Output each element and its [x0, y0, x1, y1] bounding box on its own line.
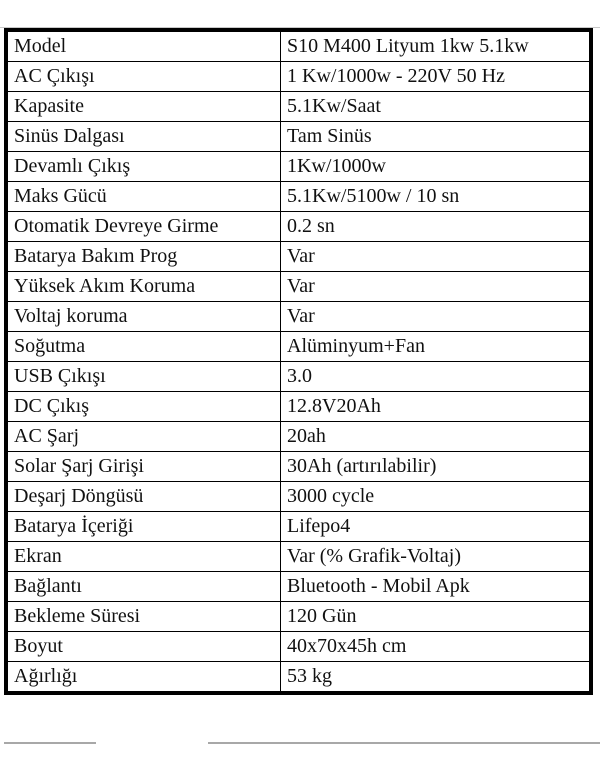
table-row: [6, 632, 591, 662]
spec-value-cell: 40x70x45h cm: [281, 632, 592, 662]
spec-value-cell: 1Kw/1000w: [281, 152, 592, 182]
spec-value-cell: 0.2 sn: [281, 212, 592, 242]
spec-label-cell: Otomatik Devreye Girme: [6, 212, 281, 242]
spec-label-cell: Voltaj koruma: [6, 302, 281, 332]
table-row: [6, 602, 591, 632]
spec-label-cell: USB Çıkışı: [6, 362, 281, 392]
spec-value-cell: 3000 cycle: [281, 482, 592, 512]
table-row: [6, 422, 591, 452]
spec-label-cell: Maks Gücü: [6, 182, 281, 212]
spec-label-cell: Soğutma: [6, 332, 281, 362]
spec-table-body: [6, 30, 591, 693]
table-row: [6, 662, 591, 694]
spec-value-cell: Bluetooth - Mobil Apk: [281, 572, 592, 602]
table-row: [6, 212, 591, 242]
spec-label-cell: Kapasite: [6, 92, 281, 122]
table-row: [6, 452, 591, 482]
table-row: [6, 272, 591, 302]
table-row: [6, 482, 591, 512]
spec-value-cell: 12.8V20Ah: [281, 392, 592, 422]
table-row: [6, 332, 591, 362]
table-row: [6, 62, 591, 92]
spec-label-cell: Deşarj Döngüsü: [6, 482, 281, 512]
spec-value-cell: 5.1Kw/5100w / 10 sn: [281, 182, 592, 212]
spec-label-cell: AC Şarj: [6, 422, 281, 452]
spec-label-cell: Sinüs Dalgası: [6, 122, 281, 152]
table-row: [6, 152, 591, 182]
table-row: [6, 242, 591, 272]
spec-label-cell: Bağlantı: [6, 572, 281, 602]
spec-value-cell: Alüminyum+Fan: [281, 332, 592, 362]
spec-label-cell: Yüksek Akım Koruma: [6, 272, 281, 302]
spec-value-cell: Var (% Grafik-Voltaj): [281, 542, 592, 572]
spec-value-cell: Tam Sinüs: [281, 122, 592, 152]
spec-value-cell: 5.1Kw/Saat: [281, 92, 592, 122]
spec-label-cell: Devamlı Çıkış: [6, 152, 281, 182]
spec-label-cell: Ağırlığı: [6, 662, 281, 694]
spec-value-cell: 1 Kw/1000w - 220V 50 Hz: [281, 62, 592, 92]
spec-label-cell: DC Çıkış: [6, 392, 281, 422]
spec-label-cell: Batarya İçeriği: [6, 512, 281, 542]
table-row: [6, 30, 591, 62]
table-row: [6, 362, 591, 392]
spec-label-cell: AC Çıkışı: [6, 62, 281, 92]
table-row: [6, 182, 591, 212]
spec-label-cell: Batarya Bakım Prog: [6, 242, 281, 272]
spec-label-cell: Solar Şarj Girişi: [6, 452, 281, 482]
table-row: [6, 122, 591, 152]
spec-label-cell: Model: [6, 30, 281, 62]
table-row: [6, 542, 591, 572]
table-row: [6, 512, 591, 542]
spec-value-cell: Lifepo4: [281, 512, 592, 542]
spec-value-cell: S10 M400 Lityum 1kw 5.1kw: [281, 30, 592, 62]
spec-value-cell: Var: [281, 242, 592, 272]
spec-table: [4, 28, 593, 695]
spec-value-cell: 53 kg: [281, 662, 592, 694]
spec-value-cell: 120 Gün: [281, 602, 592, 632]
spec-value-cell: Var: [281, 302, 592, 332]
spec-value-cell: 20ah: [281, 422, 592, 452]
spec-value-cell: 3.0: [281, 362, 592, 392]
table-row: [6, 572, 591, 602]
spec-value-cell: 30Ah (artırılabilir): [281, 452, 592, 482]
spec-label-cell: Bekleme Süresi: [6, 602, 281, 632]
table-row: [6, 302, 591, 332]
spec-label-cell: Ekran: [6, 542, 281, 572]
spec-value-cell: Var: [281, 272, 592, 302]
spreadsheet-gridline-bottom-left: [4, 742, 96, 744]
spec-label-cell: Boyut: [6, 632, 281, 662]
spreadsheet-gridline-bottom-right: [208, 742, 600, 744]
table-row: [6, 392, 591, 422]
table-row: [6, 92, 591, 122]
